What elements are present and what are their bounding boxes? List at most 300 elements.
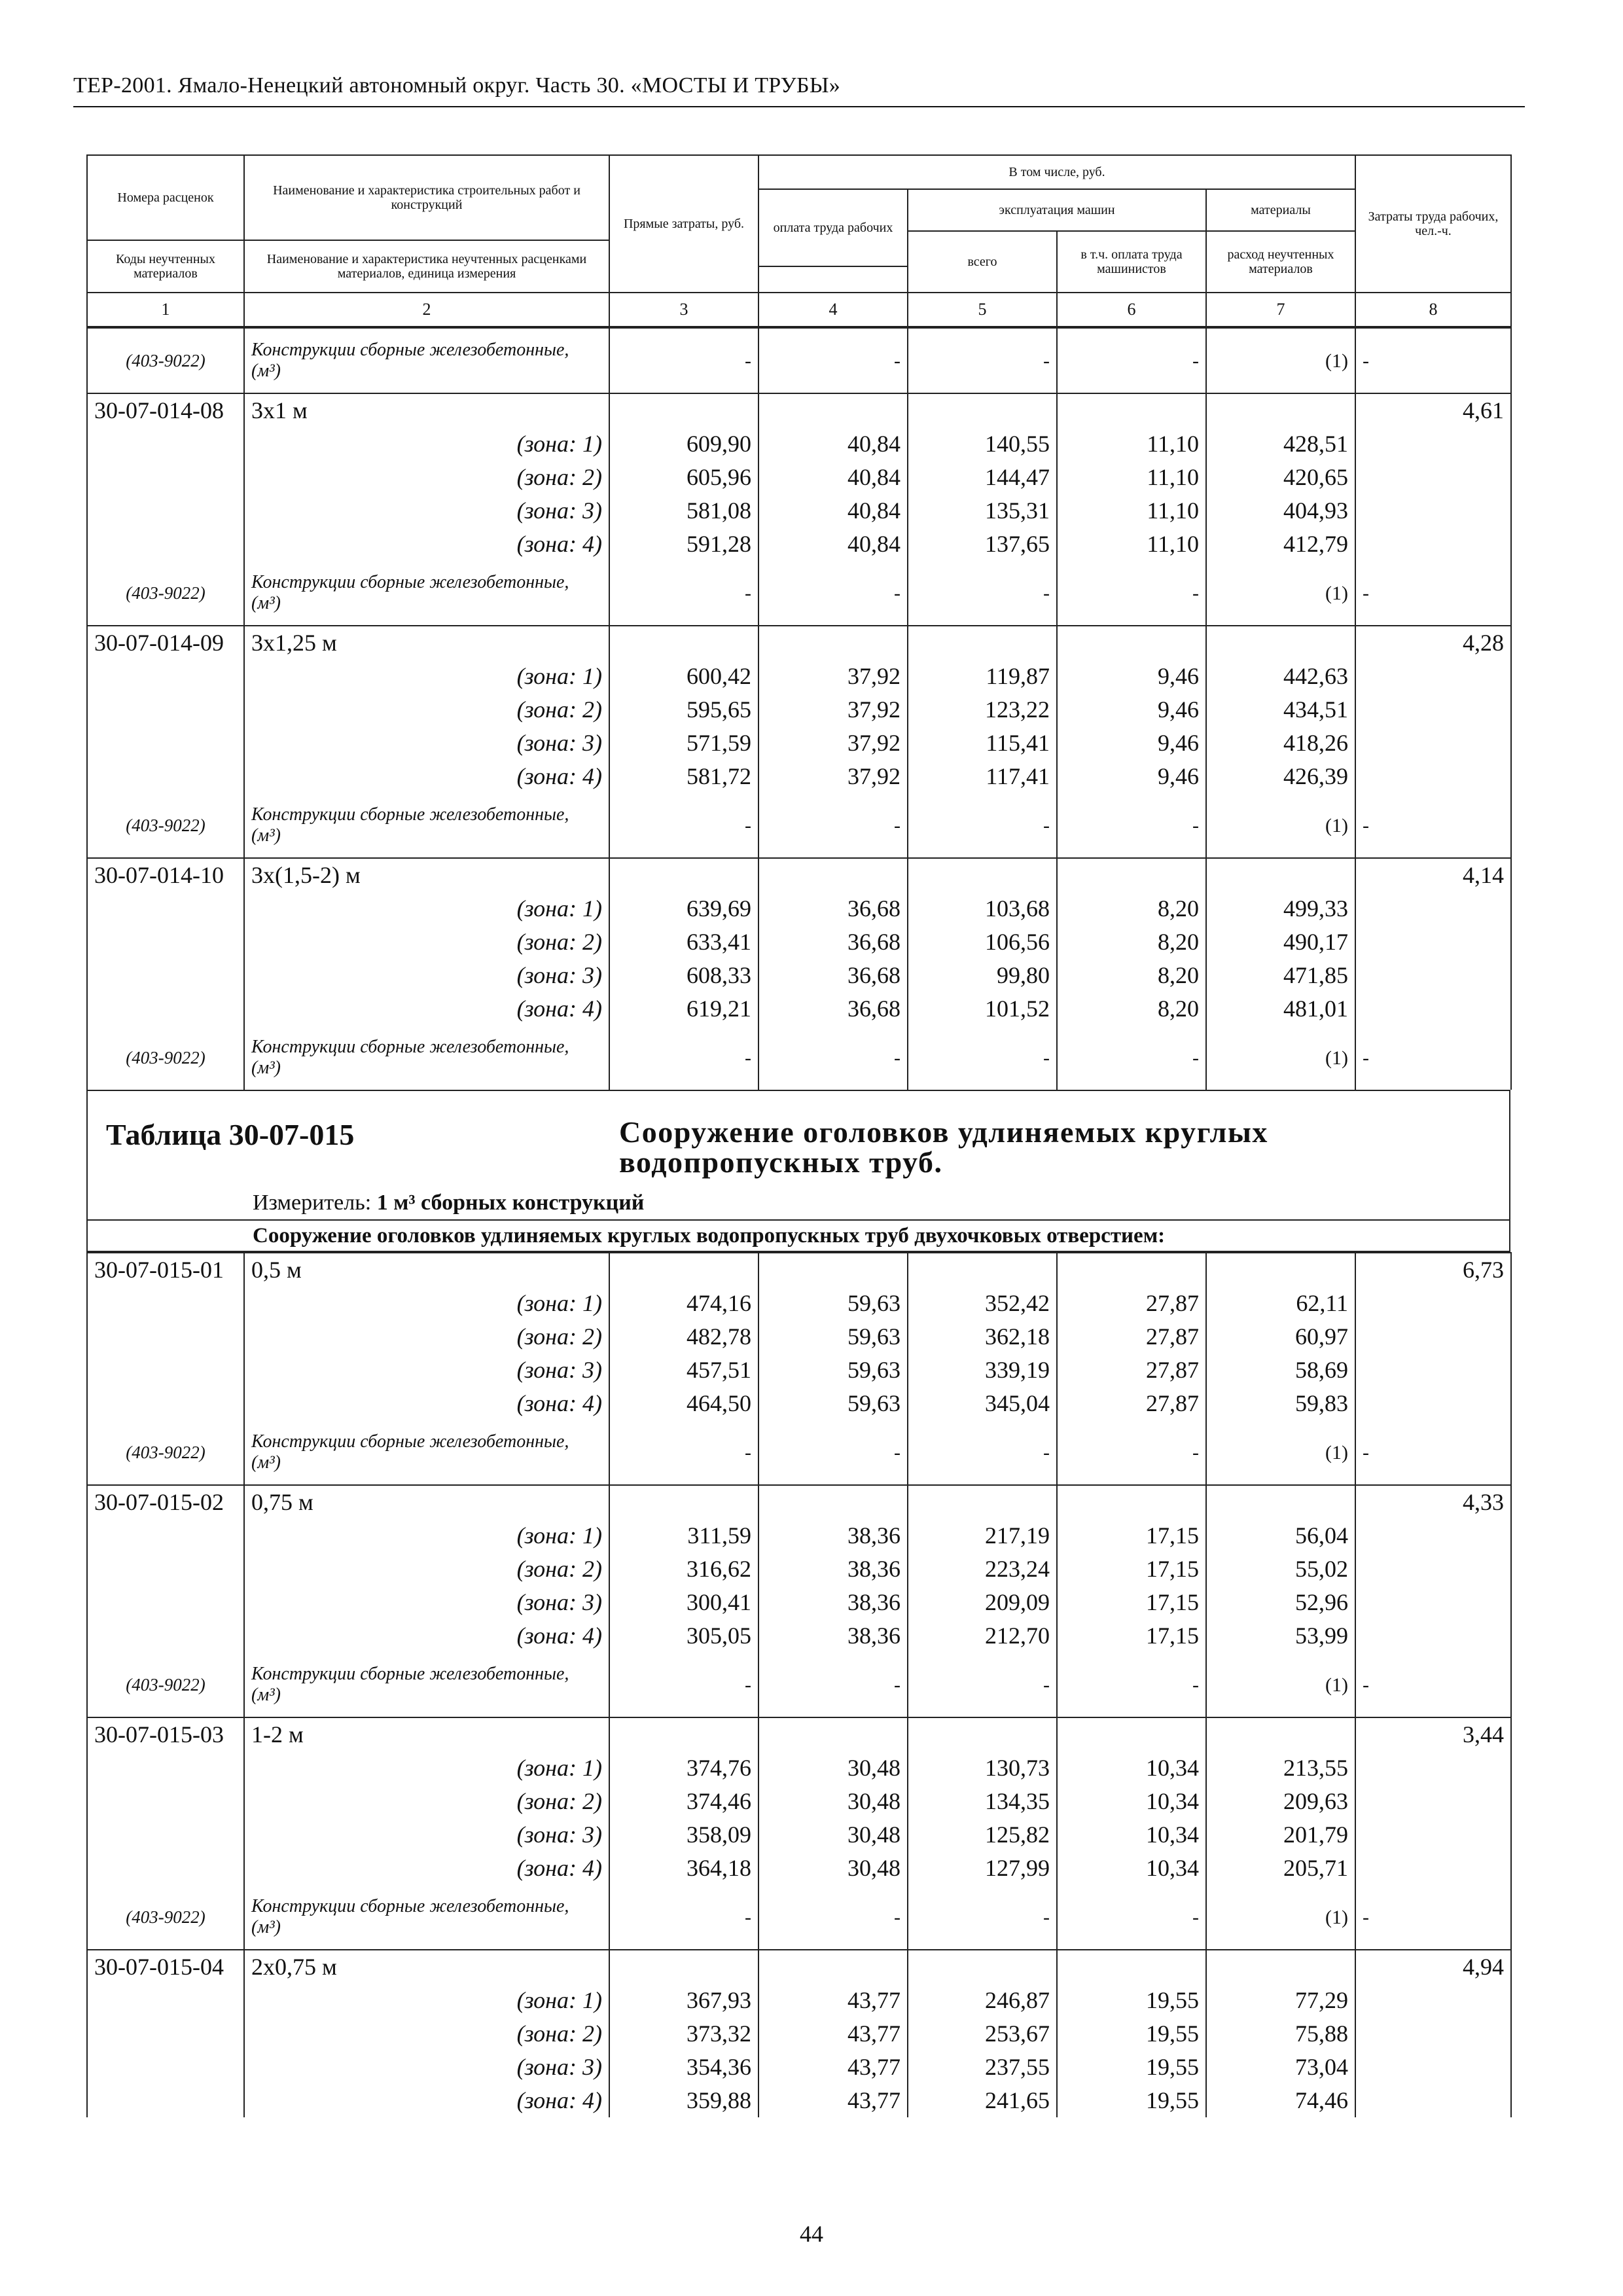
- labor-pay-dash: -: [758, 328, 908, 393]
- empty-cell: [758, 1950, 908, 1984]
- zone-label: (зона: 1): [244, 660, 609, 693]
- labor-pay: 59,63: [758, 1320, 908, 1354]
- labor-hours-dash: -: [1355, 1885, 1511, 1950]
- empty-cell: [87, 726, 244, 760]
- empty-cell: [87, 959, 244, 992]
- empty-cell: [908, 1485, 1057, 1519]
- machinists-pay-dash: -: [1057, 1026, 1206, 1090]
- machinists-pay: 10,34: [1057, 1818, 1206, 1852]
- materials-cost: 490,17: [1206, 925, 1355, 959]
- materials-cost: 58,69: [1206, 1354, 1355, 1387]
- machines-total: 237,55: [908, 2051, 1057, 2084]
- direct-cost-dash: -: [609, 1653, 758, 1717]
- materials-cost: 428,51: [1206, 427, 1355, 461]
- zone-label: (зона: 3): [244, 1818, 609, 1852]
- rate-name: 3х1 м: [244, 393, 609, 427]
- material-description: Конструкции сборные железобетонные, (м³): [244, 1885, 609, 1950]
- section-subheading: [86, 1219, 1510, 1252]
- machines-total: 119,87: [908, 660, 1057, 693]
- materials-cost: 205,71: [1206, 1852, 1355, 1885]
- material-description: Конструкции сборные железобетонные, (м³): [244, 793, 609, 858]
- zone-row: [87, 528, 1511, 561]
- zone-label: (зона: 1): [244, 427, 609, 461]
- labor-pay: 37,92: [758, 693, 908, 726]
- labor-pay: 40,84: [758, 494, 908, 528]
- empty-cell: [908, 1717, 1057, 1751]
- rate-row: [87, 1485, 1511, 1519]
- machinists-pay-dash: -: [1057, 793, 1206, 858]
- material-description: Конструкции сборные железобетонные, (м³): [244, 1653, 609, 1717]
- materials-cost: 75,88: [1206, 2017, 1355, 2051]
- machinists-pay: 11,10: [1057, 427, 1206, 461]
- empty-cell: [1355, 1785, 1511, 1818]
- zone-label: (зона: 1): [244, 1287, 609, 1320]
- labor-hours: 4,61: [1355, 393, 1511, 427]
- materials-cost: 62,11: [1206, 1287, 1355, 1320]
- materials-cost: 426,39: [1206, 760, 1355, 793]
- direct-cost: 595,65: [609, 693, 758, 726]
- empty-cell: [87, 528, 244, 561]
- rate-code: 30-07-015-04: [87, 1950, 244, 1984]
- rate-code: 30-07-015-01: [87, 1253, 244, 1287]
- direct-cost: 609,90: [609, 427, 758, 461]
- empty-cell: [1057, 1950, 1206, 1984]
- empty-cell: [87, 1354, 244, 1387]
- empty-cell: [87, 2017, 244, 2051]
- materials-cost: 55,02: [1206, 1552, 1355, 1586]
- direct-cost: 316,62: [609, 1552, 758, 1586]
- empty-cell: [609, 626, 758, 660]
- empty-cell: [87, 693, 244, 726]
- rate-name: 1-2 м: [244, 1717, 609, 1751]
- zone-row: [87, 2017, 1511, 2051]
- labor-pay-dash: -: [758, 561, 908, 626]
- machinists-pay: 17,15: [1057, 1586, 1206, 1619]
- machinists-pay: 11,10: [1057, 461, 1206, 494]
- materials-cost: 52,96: [1206, 1586, 1355, 1619]
- machines-total: 253,67: [908, 2017, 1057, 2051]
- measure-unit: [253, 1191, 644, 1215]
- empty-cell: [1355, 726, 1511, 760]
- direct-cost: 581,72: [609, 760, 758, 793]
- table-title-block: [86, 1090, 1510, 1219]
- rate-code: 30-07-014-10: [87, 858, 244, 892]
- zone-row: [87, 1320, 1511, 1354]
- material-row: [87, 561, 1511, 626]
- labor-pay: 59,63: [758, 1354, 908, 1387]
- empty-cell: [609, 1253, 758, 1287]
- direct-cost: 639,69: [609, 892, 758, 925]
- machines-total: 352,42: [908, 1287, 1057, 1320]
- zone-label: (зона: 2): [244, 1320, 609, 1354]
- zone-label: (зона: 1): [244, 1519, 609, 1552]
- direct-cost: 358,09: [609, 1818, 758, 1852]
- empty-cell: [758, 1485, 908, 1519]
- empty-cell: [1057, 1717, 1206, 1751]
- direct-cost: 311,59: [609, 1519, 758, 1552]
- zone-row: [87, 1619, 1511, 1653]
- machines-total: 103,68: [908, 892, 1057, 925]
- zone-row: [87, 1519, 1511, 1552]
- material-code: (403-9022): [87, 561, 244, 626]
- empty-cell: [609, 1717, 758, 1751]
- empty-cell: [1355, 2051, 1511, 2084]
- machines-total: 106,56: [908, 925, 1057, 959]
- direct-cost: 600,42: [609, 660, 758, 693]
- direct-cost: 305,05: [609, 1619, 758, 1653]
- empty-cell: [87, 992, 244, 1026]
- labor-pay: 30,48: [758, 1818, 908, 1852]
- materials-cost: 442,63: [1206, 660, 1355, 693]
- direct-cost: 608,33: [609, 959, 758, 992]
- machinists-pay: 19,55: [1057, 2051, 1206, 2084]
- direct-cost: 374,76: [609, 1751, 758, 1785]
- rate-code: 30-07-014-08: [87, 393, 244, 427]
- labor-pay: 43,77: [758, 1984, 908, 2017]
- labor-pay: 30,48: [758, 1785, 908, 1818]
- machines-total: 217,19: [908, 1519, 1057, 1552]
- header-rule: [73, 106, 1525, 107]
- zone-label: (зона: 1): [244, 892, 609, 925]
- material-quantity: (1): [1206, 561, 1355, 626]
- measure-unit-value: 1 м³ сборных конструкций: [376, 1191, 645, 1215]
- labor-pay-dash: -: [758, 1026, 908, 1090]
- materials-cost: 201,79: [1206, 1818, 1355, 1852]
- direct-cost-dash: -: [609, 561, 758, 626]
- labor-pay: 43,77: [758, 2017, 908, 2051]
- labor-pay: 59,63: [758, 1387, 908, 1420]
- zone-row: [87, 726, 1511, 760]
- zone-label: (зона: 2): [244, 1552, 609, 1586]
- materials-cost: 59,83: [1206, 1387, 1355, 1420]
- machinists-pay: 8,20: [1057, 992, 1206, 1026]
- machines-total: 241,65: [908, 2084, 1057, 2117]
- material-quantity: (1): [1206, 328, 1355, 393]
- empty-cell: [609, 1485, 758, 1519]
- zone-row: [87, 1354, 1511, 1387]
- material-quantity: (1): [1206, 793, 1355, 858]
- materials-cost: 481,01: [1206, 992, 1355, 1026]
- machines-total: 99,80: [908, 959, 1057, 992]
- materials-cost: 418,26: [1206, 726, 1355, 760]
- zone-label: (зона: 3): [244, 959, 609, 992]
- empty-cell: [87, 1751, 244, 1785]
- machines-total: 246,87: [908, 1984, 1057, 2017]
- machinists-pay: 19,55: [1057, 1984, 1206, 2017]
- materials-header: материалы: [1206, 189, 1355, 231]
- empty-cell: [1355, 1287, 1511, 1320]
- empty-cell: [1355, 494, 1511, 528]
- labor-pay: 37,92: [758, 726, 908, 760]
- empty-cell: [908, 858, 1057, 892]
- empty-cell: [1057, 1485, 1206, 1519]
- empty-cell: [87, 1984, 244, 2017]
- empty-cell: [1355, 1984, 1511, 2017]
- zone-label: (зона: 4): [244, 1852, 609, 1885]
- empty-cell: [758, 858, 908, 892]
- material-row: [87, 1026, 1511, 1090]
- machines-total: 125,82: [908, 1818, 1057, 1852]
- materials-cost: 209,63: [1206, 1785, 1355, 1818]
- empty-cell: [1355, 892, 1511, 925]
- machinists-pay: 8,20: [1057, 892, 1206, 925]
- rate-name: 3х(1,5-2) м: [244, 858, 609, 892]
- materials-cost: 420,65: [1206, 461, 1355, 494]
- rate-code: 30-07-014-09: [87, 626, 244, 660]
- direct-cost: 300,41: [609, 1586, 758, 1619]
- empty-cell: [87, 1818, 244, 1852]
- empty-cell: [1355, 528, 1511, 561]
- machinists-pay-dash: -: [1057, 1420, 1206, 1485]
- machines-total-dash: -: [908, 1885, 1057, 1950]
- labor-hours-dash: -: [1355, 1653, 1511, 1717]
- empty-cell: [1206, 626, 1355, 660]
- machinists-pay: 27,87: [1057, 1287, 1206, 1320]
- col1-header-a: Номера расценок: [87, 155, 244, 240]
- labor-pay: 40,84: [758, 461, 908, 494]
- labor-pay: 38,36: [758, 1552, 908, 1586]
- zone-label: (зона: 1): [244, 1984, 609, 2017]
- machines-total: 137,65: [908, 528, 1057, 561]
- direct-cost: 359,88: [609, 2084, 758, 2117]
- machines-total: 127,99: [908, 1852, 1057, 1885]
- col2-header-a: Наименование и характеристика строительных работ и конструкций: [244, 155, 609, 240]
- col-number: 1: [87, 293, 244, 327]
- table-label: Таблица 30-07-015: [106, 1118, 355, 1151]
- rate-name: 0,75 м: [244, 1485, 609, 1519]
- zone-row: [87, 693, 1511, 726]
- direct-cost: 354,36: [609, 2051, 758, 2084]
- empty-cell: [87, 494, 244, 528]
- empty-cell: [1355, 992, 1511, 1026]
- machinists-pay: 9,46: [1057, 660, 1206, 693]
- material-description: Конструкции сборные железобетонные, (м³): [244, 1420, 609, 1485]
- empty-cell: [908, 1950, 1057, 1984]
- empty-cell: [609, 1950, 758, 1984]
- machines-total: 339,19: [908, 1354, 1057, 1387]
- empty-cell: [87, 461, 244, 494]
- empty-cell: [1355, 461, 1511, 494]
- empty-cell: [758, 393, 908, 427]
- labor-hours-dash: -: [1355, 793, 1511, 858]
- machines-total: 144,47: [908, 461, 1057, 494]
- machinists-pay: 9,46: [1057, 760, 1206, 793]
- labor-pay: 30,48: [758, 1751, 908, 1785]
- zone-row: [87, 1552, 1511, 1586]
- machines-total-dash: -: [908, 1420, 1057, 1485]
- empty-cell: [1355, 1387, 1511, 1420]
- col3-header: Прямые затраты, руб.: [609, 155, 758, 293]
- materials-cost: 77,29: [1206, 1984, 1355, 2017]
- machines-total-dash: -: [908, 328, 1057, 393]
- empty-cell: [1355, 1751, 1511, 1785]
- empty-cell: [1355, 1818, 1511, 1852]
- empty-cell: [87, 1852, 244, 1885]
- machinists-pay: 9,46: [1057, 726, 1206, 760]
- machines-total: 212,70: [908, 1619, 1057, 1653]
- labor-hours: 4,33: [1355, 1485, 1511, 1519]
- page-number: 44: [800, 2221, 823, 2247]
- col-number: 8: [1355, 293, 1511, 327]
- zone-label: (зона: 4): [244, 2084, 609, 2117]
- empty-cell: [1355, 1354, 1511, 1387]
- direct-cost-dash: -: [609, 1885, 758, 1950]
- col7-header: расход неучтенных материалов: [1206, 231, 1355, 293]
- machinists-pay: 11,10: [1057, 528, 1206, 561]
- empty-cell: [87, 2084, 244, 2117]
- material-code: (403-9022): [87, 1653, 244, 1717]
- col-number: 4: [758, 293, 908, 327]
- direct-cost: 364,18: [609, 1852, 758, 1885]
- zone-row: [87, 925, 1511, 959]
- empty-cell: [87, 1320, 244, 1354]
- material-row: [87, 1653, 1511, 1717]
- table-body-section2: [86, 1252, 1512, 2117]
- direct-cost-dash: -: [609, 1026, 758, 1090]
- zone-label: (зона: 2): [244, 1785, 609, 1818]
- labor-hours-dash: -: [1355, 1026, 1511, 1090]
- empty-cell: [1355, 925, 1511, 959]
- materials-cost: 213,55: [1206, 1751, 1355, 1785]
- direct-cost-dash: -: [609, 328, 758, 393]
- empty-cell: [1355, 760, 1511, 793]
- machinists-pay: 17,15: [1057, 1552, 1206, 1586]
- zone-row: [87, 1852, 1511, 1885]
- rate-name: 3х1,25 м: [244, 626, 609, 660]
- machinists-pay: 27,87: [1057, 1354, 1206, 1387]
- material-description: Конструкции сборные железобетонные, (м³): [244, 561, 609, 626]
- machinists-pay: 19,55: [1057, 2017, 1206, 2051]
- rate-row: [87, 393, 1511, 427]
- empty-cell: [87, 760, 244, 793]
- machines-total: 345,04: [908, 1387, 1057, 1420]
- empty-cell: [87, 1785, 244, 1818]
- machinists-pay: 9,46: [1057, 693, 1206, 726]
- empty-cell: [609, 393, 758, 427]
- materials-cost: 73,04: [1206, 2051, 1355, 2084]
- material-quantity: (1): [1206, 1026, 1355, 1090]
- labor-pay: 43,77: [758, 2084, 908, 2117]
- zone-label: (зона: 4): [244, 1387, 609, 1420]
- labor-pay: 38,36: [758, 1619, 908, 1653]
- machines-total-dash: -: [908, 793, 1057, 858]
- empty-cell: [1355, 959, 1511, 992]
- labor-pay: 37,92: [758, 760, 908, 793]
- machines-total: 134,35: [908, 1785, 1057, 1818]
- zone-label: (зона: 3): [244, 726, 609, 760]
- col1-header-b: Коды неучтенных материалов: [87, 240, 244, 293]
- direct-cost: 482,78: [609, 1320, 758, 1354]
- zone-row: [87, 760, 1511, 793]
- measure-unit-prefix: Измеритель:: [253, 1191, 377, 1215]
- direct-cost: 374,46: [609, 1785, 758, 1818]
- zone-row: [87, 427, 1511, 461]
- machines-total: 223,24: [908, 1552, 1057, 1586]
- zone-row: [87, 892, 1511, 925]
- rate-name: 2х0,75 м: [244, 1950, 609, 1984]
- col-number: 5: [908, 293, 1057, 327]
- col-number: 2: [244, 293, 609, 327]
- empty-cell: [87, 1287, 244, 1320]
- column-numbers-row: [87, 293, 1511, 327]
- empty-cell: [1057, 858, 1206, 892]
- empty-cell: [1206, 858, 1355, 892]
- material-code: (403-9022): [87, 1420, 244, 1485]
- zone-label: (зона: 4): [244, 528, 609, 561]
- direct-cost: 591,28: [609, 528, 758, 561]
- material-code: (403-9022): [87, 1885, 244, 1950]
- machines-total: 140,55: [908, 427, 1057, 461]
- material-row: [87, 328, 1511, 393]
- table-body-section1: [86, 327, 1512, 1090]
- zone-label: (зона: 4): [244, 760, 609, 793]
- labor-pay: 59,63: [758, 1287, 908, 1320]
- machines-total: 135,31: [908, 494, 1057, 528]
- col4-header: оплата труда рабочих: [758, 189, 908, 266]
- zone-label: (зона: 3): [244, 2051, 609, 2084]
- empty-cell: [87, 1586, 244, 1619]
- empty-cell: [1206, 1717, 1355, 1751]
- rate-row: [87, 1717, 1511, 1751]
- zone-row: [87, 461, 1511, 494]
- labor-hours-dash: -: [1355, 561, 1511, 626]
- empty-cell: [1057, 626, 1206, 660]
- material-quantity: (1): [1206, 1885, 1355, 1950]
- table-header: [86, 154, 1512, 327]
- empty-cell: [908, 393, 1057, 427]
- empty-cell: [87, 1619, 244, 1653]
- material-quantity: (1): [1206, 1420, 1355, 1485]
- col-number: 3: [609, 293, 758, 327]
- direct-cost-dash: -: [609, 793, 758, 858]
- zone-label: (зона: 2): [244, 925, 609, 959]
- machines-total: 362,18: [908, 1320, 1057, 1354]
- zone-row: [87, 959, 1511, 992]
- machinists-pay: 27,87: [1057, 1320, 1206, 1354]
- direct-cost: 474,16: [609, 1287, 758, 1320]
- zone-row: [87, 992, 1511, 1026]
- labor-hours: 4,94: [1355, 1950, 1511, 1984]
- empty-cell: [1355, 1519, 1511, 1552]
- rate-name: 0,5 м: [244, 1253, 609, 1287]
- empty-cell: [1355, 427, 1511, 461]
- empty-cell: [1057, 1253, 1206, 1287]
- empty-cell: [1206, 1485, 1355, 1519]
- empty-cell: [1355, 2017, 1511, 2051]
- material-row: [87, 1885, 1511, 1950]
- materials-cost: 471,85: [1206, 959, 1355, 992]
- materials-cost: 404,93: [1206, 494, 1355, 528]
- material-description: Конструкции сборные железобетонные, (м³): [244, 1026, 609, 1090]
- zone-row: [87, 1818, 1511, 1852]
- materials-cost: 60,97: [1206, 1320, 1355, 1354]
- labor-pay: 43,77: [758, 2051, 908, 2084]
- machinists-pay: 19,55: [1057, 2084, 1206, 2117]
- machinists-pay: 10,34: [1057, 1751, 1206, 1785]
- materials-cost: 53,99: [1206, 1619, 1355, 1653]
- labor-pay-dash: -: [758, 1420, 908, 1485]
- zone-label: (зона: 3): [244, 1586, 609, 1619]
- labor-pay-dash: -: [758, 793, 908, 858]
- direct-cost: 605,96: [609, 461, 758, 494]
- empty-cell: [1355, 660, 1511, 693]
- empty-cell: [87, 925, 244, 959]
- empty-cell: [1206, 1253, 1355, 1287]
- empty-cell: [1057, 393, 1206, 427]
- incl-header: В том числе, руб.: [758, 155, 1355, 189]
- material-row: [87, 793, 1511, 858]
- zone-row: [87, 1785, 1511, 1818]
